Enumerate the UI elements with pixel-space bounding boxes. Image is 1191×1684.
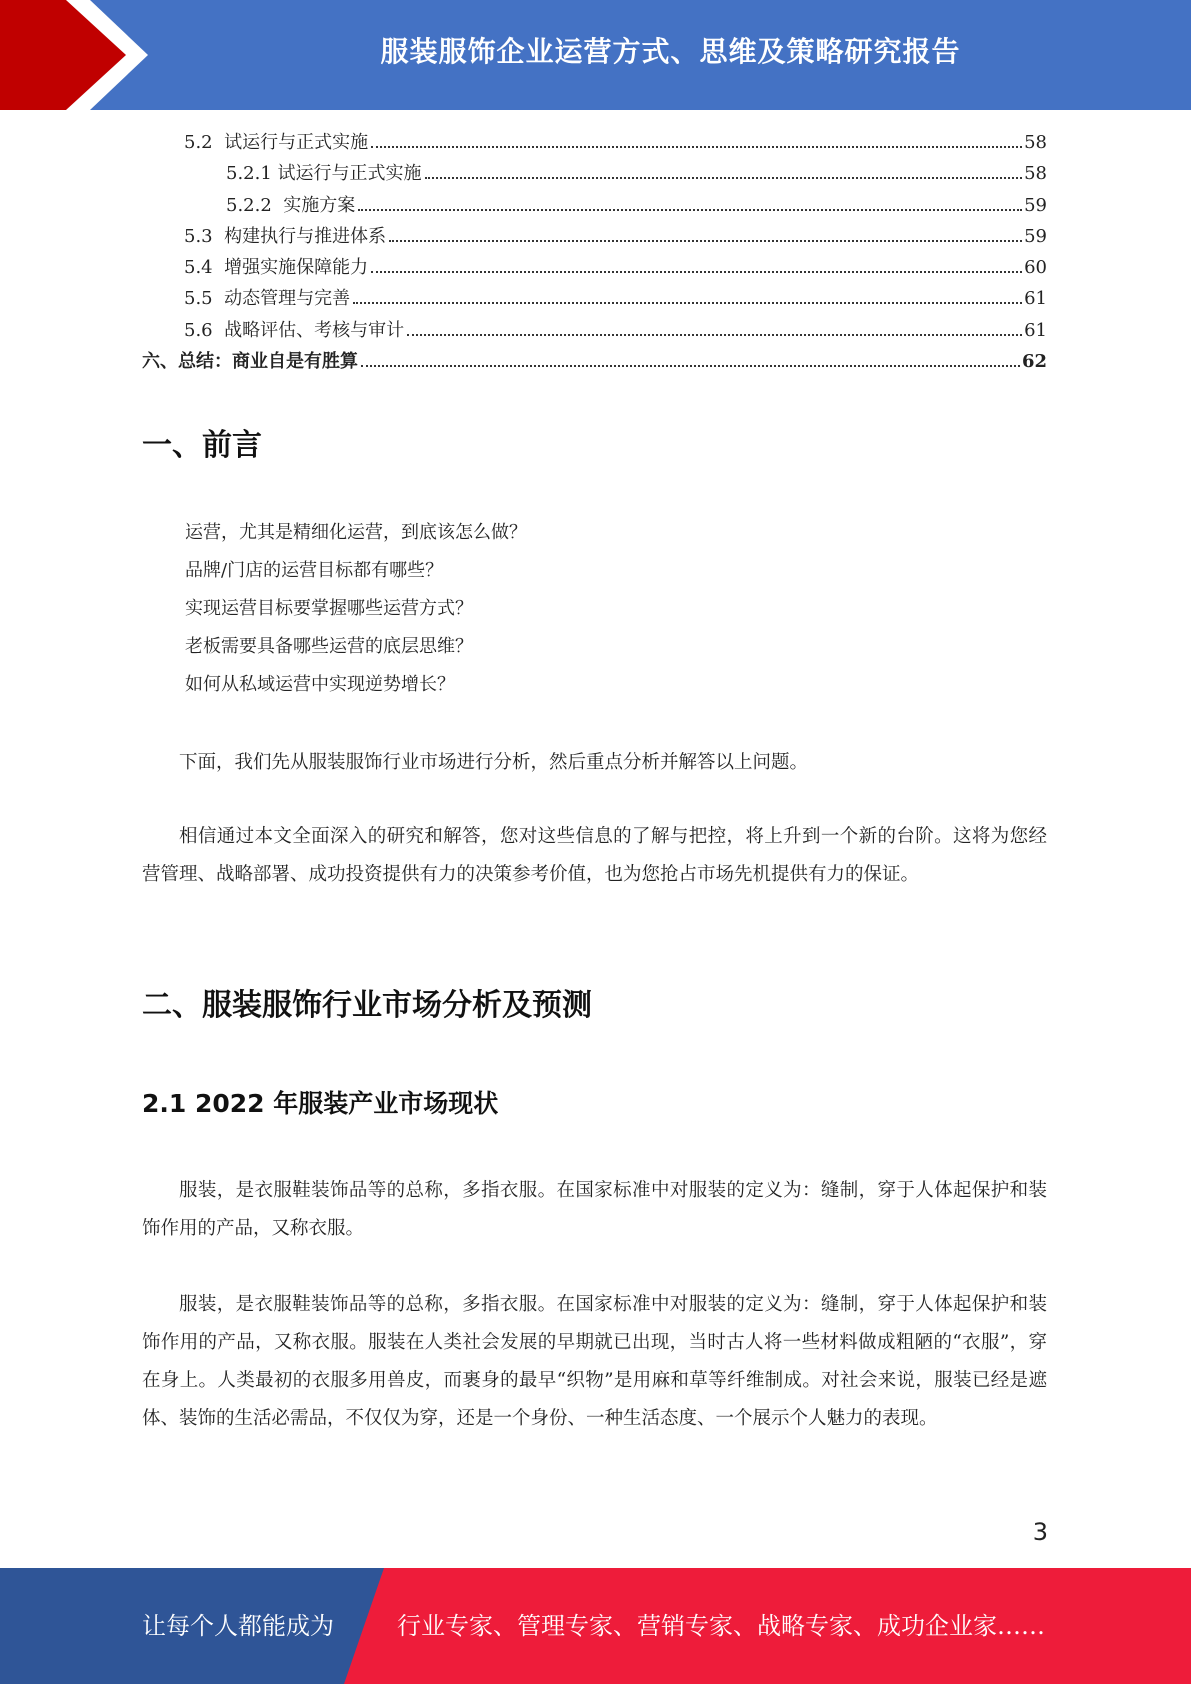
toc-entry-page: 58 xyxy=(1024,132,1047,153)
toc-entry-title: 5.6 战略评估、考核与审计 xyxy=(184,319,405,341)
subsection-heading-2-1: 2.1 2022 年服装产业市场现状 xyxy=(142,1089,499,1118)
toc-leader-dots xyxy=(361,365,1020,367)
question-item: 运营，尤其是精细化运营，到底该怎么做？ xyxy=(185,522,527,543)
toc-entry[interactable] xyxy=(142,316,1047,347)
toc-entry-title: 5.5 动态管理与完善 xyxy=(184,288,351,310)
header-title: 服装服饰企业运营方式、思维及策略研究报告 xyxy=(380,35,961,68)
toc-entry[interactable] xyxy=(142,128,1047,159)
page-number: 3 xyxy=(1032,1518,1048,1546)
page-footer xyxy=(0,1568,1191,1684)
toc-entry[interactable] xyxy=(142,253,1047,284)
toc-entry-page: 62 xyxy=(1021,351,1047,373)
question-item: 品牌/门店的运营目标都有哪些？ xyxy=(185,560,444,581)
toc-entry-title: 5.2.1 试运行与正式实施 xyxy=(226,163,422,185)
toc-entry[interactable] xyxy=(142,347,1047,378)
toc-leader-dots xyxy=(353,302,1022,304)
toc-entry-page: 59 xyxy=(1024,194,1047,216)
toc-entry-page: 61 xyxy=(1024,288,1047,310)
toc-entry-page: 60 xyxy=(1024,257,1047,279)
paragraph-definition: 服装，是衣服鞋装饰品等的总称，多指衣服。在国家标准中对服装的定义为：缝制，穿于人体起保护和装饰作用的产品，又称衣服。 xyxy=(142,1180,1047,1239)
page-header xyxy=(0,0,1191,110)
toc-entry[interactable] xyxy=(142,284,1047,315)
section-heading-market: 二、服装服饰行业市场分析及预测 xyxy=(142,988,592,1023)
toc-entry-title: 5.3 构建执行与推进体系 xyxy=(184,225,387,247)
toc-entry[interactable] xyxy=(142,222,1047,253)
question-item: 实现运营目标要掌握哪些运营方式？ xyxy=(185,598,473,619)
toc-leader-dots xyxy=(371,146,1022,148)
paragraph-clothing-history: 服装，是衣服鞋装饰品等的总称，多指衣服。在国家标准中对服装的定义为：缝制，穿于人体起保护和装饰作用的产品，又称衣服。服装在人类社会发展的早期就已出现，当时古人将一些材料做成粗陋的“衣服”，穿在身上。人类最初的衣服多用兽皮，而裹身的最早“织物”是用麻和草等纤维制成。对社会来说，服装已经是遮体、装饰的生活必需品，不仅仅为穿，还是一个身份、一种生活态度、一个展示个人魅力的表现。 xyxy=(142,1294,1047,1429)
toc-leader-dots xyxy=(371,271,1022,273)
section-heading-preface: 一、前言 xyxy=(142,428,262,463)
toc-entry[interactable] xyxy=(142,191,1047,222)
toc-entry[interactable] xyxy=(142,159,1047,190)
question-item: 如何从私域运营中实现逆势增长？ xyxy=(185,674,455,695)
toc-entry-page: 61 xyxy=(1024,319,1047,341)
toc-leader-dots xyxy=(358,209,1022,211)
question-item: 老板需要具备哪些运营的底层思维？ xyxy=(185,636,473,657)
toc-entry-title: 六、总结：商业自是有胜算 xyxy=(142,351,358,373)
header-arrow-decoration xyxy=(0,0,150,110)
toc-entry-title: 5.2.2 实施方案 xyxy=(226,194,356,216)
toc-entry-title: 5.2 试运行与正式实施 xyxy=(184,132,369,153)
toc-leader-dots xyxy=(425,177,1023,179)
footer-slogan-left: 让每个人都能成为 xyxy=(142,1612,334,1640)
paragraph-intro: 下面，我们先从服装服饰行业市场进行分析，然后重点分析并解答以上问题。 xyxy=(179,752,809,773)
toc-entry-title: 5.4 增强实施保障能力 xyxy=(184,257,369,279)
paragraph-value: 相信通过本文全面深入的研究和解答，您对这些信息的了解与把控，将上升到一个新的台阶。这将为您经营管理、战略部署、成功投资提供有力的决策参考价值，也为您抢占市场先机提供有力的保证。 xyxy=(142,826,1047,885)
question-list xyxy=(185,514,527,704)
table-of-contents xyxy=(142,128,1047,378)
toc-leader-dots xyxy=(407,334,1022,336)
toc-entry-page: 59 xyxy=(1024,225,1047,247)
toc-entry-page: 58 xyxy=(1024,163,1047,185)
toc-leader-dots xyxy=(389,240,1022,242)
footer-slogan-right: 行业专家、管理专家、营销专家、战略专家、成功企业家…… xyxy=(397,1612,1045,1640)
